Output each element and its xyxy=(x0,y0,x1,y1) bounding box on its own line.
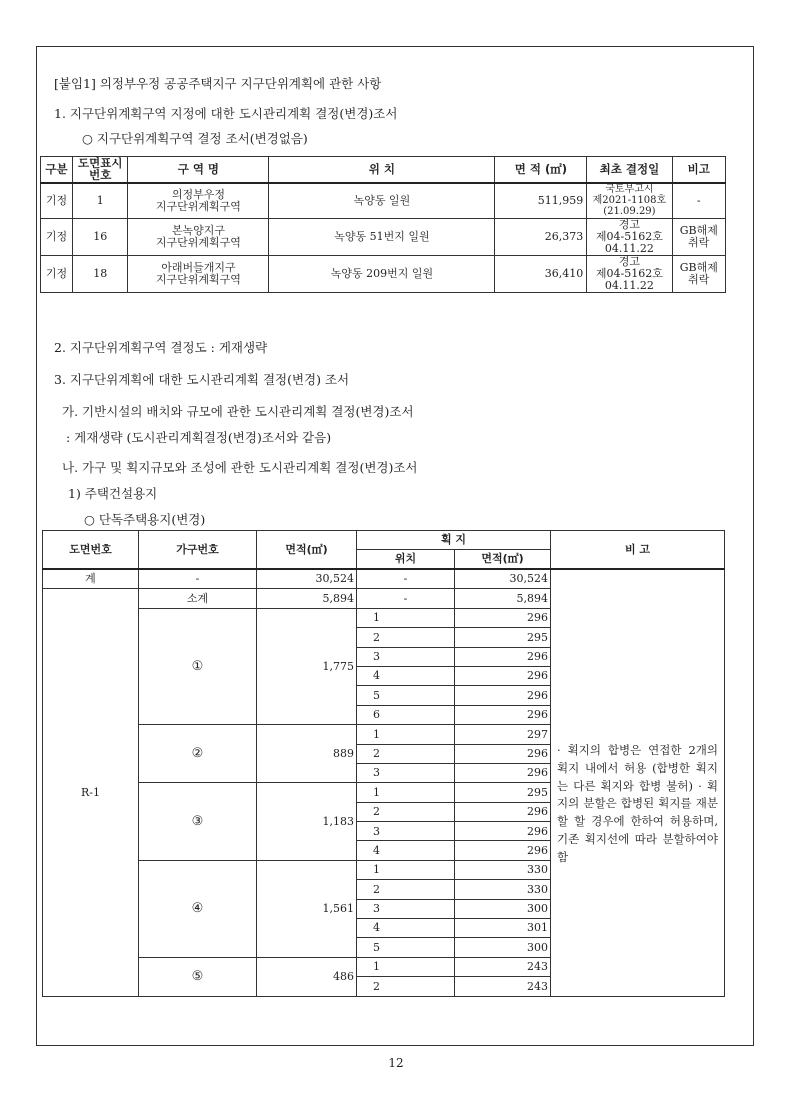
table-row xyxy=(41,255,726,292)
cell-first-date xyxy=(587,183,672,219)
date-line: 제04-5162호 xyxy=(595,266,663,280)
header-map-no: 도면표시 번호 xyxy=(73,157,128,183)
cell-area: 26,373 xyxy=(495,218,587,255)
lot-position-cell: 5 xyxy=(357,686,455,705)
date-line: (21.09.29) xyxy=(603,206,656,217)
date-line: 제2021-1108호 xyxy=(592,195,667,206)
section-3-na-1: 1) 주택건설용지 xyxy=(68,486,158,501)
section-1-title: 1. 지구단위계획구역 지정에 대한 도시관리계획 결정(변경)조서 xyxy=(54,106,398,121)
district-zone-table xyxy=(40,156,726,293)
header-type: 구분 xyxy=(41,157,73,183)
lot-position-cell: 4 xyxy=(357,666,455,685)
zone-name-line: 본녹양지구 xyxy=(171,224,225,238)
block-area-cell: 1,561 xyxy=(257,860,357,957)
header-block-area: 면적(㎡) xyxy=(257,531,357,570)
lot-area-cell: 300 xyxy=(455,938,551,957)
subtotal-position: - xyxy=(357,589,455,608)
cell-type: 기정 xyxy=(41,218,73,255)
header-lot-area: 면적(㎡) xyxy=(455,550,551,570)
subtotal-label: 소계 xyxy=(139,589,257,608)
lot-area-cell: 295 xyxy=(455,783,551,802)
header-first-date: 최초 결정일 xyxy=(587,157,672,183)
cell-area: 511,959 xyxy=(495,183,587,219)
cell-zone-name xyxy=(128,218,269,255)
block-area-cell: 1,183 xyxy=(257,783,357,861)
lot-position-cell: 2 xyxy=(357,977,455,996)
section-1-subtitle: ○ 지구단위계획구역 결정 조서(변경없음) xyxy=(82,131,308,146)
cell-note: GB해제 취락 xyxy=(672,218,725,255)
total-lot-area: 30,524 xyxy=(455,569,551,589)
lot-area-cell: 296 xyxy=(455,841,551,860)
attachment-header: [붙임1] 의정부우정 공공주택지구 지구단위계획에 관한 사항 xyxy=(54,76,382,91)
cell-first-date xyxy=(587,218,672,255)
lot-position-cell: 2 xyxy=(357,744,455,763)
remarks-cell: · 획지의 합병은 연접한 2개의 획지 내에서 허용 (합병한 획지는 다른 획지와 합병 불허) · 획지의 분할은 합병된 획지를 재분할 할 경우에 한하여 허용하며, 기존 획지선에 따라 분할하여야 함 xyxy=(551,569,725,996)
total-position: - xyxy=(357,569,455,589)
lot-position-cell: 3 xyxy=(357,822,455,841)
date-line: 04.11.22 xyxy=(604,278,654,292)
lot-area-cell: 243 xyxy=(455,977,551,996)
map-number-cell: R-1 xyxy=(43,589,139,996)
lot-position-cell: 4 xyxy=(357,919,455,938)
block-number-cell: ② xyxy=(139,725,257,783)
date-line: 경고 xyxy=(618,254,641,268)
lot-area-cell: 243 xyxy=(455,957,551,976)
date-line: 제04-5162호 xyxy=(595,229,663,243)
lot-area-cell: 296 xyxy=(455,822,551,841)
cell-first-date xyxy=(587,255,672,292)
lot-area-cell: 296 xyxy=(455,686,551,705)
header-area: 면 적 (㎡) xyxy=(495,157,587,183)
lot-position-cell: 1 xyxy=(357,860,455,879)
cell-location: 녹양동 209번지 일원 xyxy=(269,255,495,292)
subtotal-lot-area: 5,894 xyxy=(455,589,551,608)
lot-area-cell: 296 xyxy=(455,608,551,627)
cell-location: 녹양동 51번지 일원 xyxy=(269,218,495,255)
section-3-na-1-sub: ○ 단독주택용지(변경) xyxy=(84,512,206,527)
date-line: 국토부고시 xyxy=(605,184,654,195)
cell-area: 36,410 xyxy=(495,255,587,292)
lot-area-cell: 330 xyxy=(455,860,551,879)
cell-zone-name xyxy=(128,255,269,292)
zone-name-line: 지구단위계획구역 xyxy=(155,235,241,249)
zone-name-line: 아래버들개지구 xyxy=(161,261,236,275)
block-area-cell: 486 xyxy=(257,957,357,996)
cell-map-no: 1 xyxy=(73,183,128,219)
header-remarks: 비 고 xyxy=(551,531,725,570)
lot-area-cell: 296 xyxy=(455,763,551,782)
lot-area-cell: 301 xyxy=(455,919,551,938)
total-label: 계 xyxy=(43,569,139,589)
cell-type: 기정 xyxy=(41,183,73,219)
table-row xyxy=(41,183,726,219)
total-row xyxy=(43,569,725,589)
section-2-title: 2. 지구단위계획구역 결정도 : 게재생략 xyxy=(54,340,268,355)
subtotal-area: 5,894 xyxy=(257,589,357,608)
lot-position-cell: 2 xyxy=(357,628,455,647)
zone-name-line: 지구단위계획구역 xyxy=(155,199,241,213)
cell-map-no: 16 xyxy=(73,218,128,255)
cell-note: - xyxy=(672,183,725,219)
lot-position-cell: 1 xyxy=(357,725,455,744)
lot-position-cell: 6 xyxy=(357,705,455,724)
block-area-cell: 1,775 xyxy=(257,608,357,724)
lot-position-cell: 3 xyxy=(357,763,455,782)
cell-note: GB해제 취락 xyxy=(672,255,725,292)
lot-position-cell: 3 xyxy=(357,899,455,918)
lot-position-cell: 1 xyxy=(357,608,455,627)
date-line: 04.11.22 xyxy=(604,241,654,255)
section-3-title: 3. 지구단위계획에 대한 도시관리계획 결정(변경) 조서 xyxy=(54,372,350,387)
cell-type: 기정 xyxy=(41,255,73,292)
total-area: 30,524 xyxy=(257,569,357,589)
lot-position-cell: 1 xyxy=(357,783,455,802)
lot-position-cell: 4 xyxy=(357,841,455,860)
lot-position-cell: 2 xyxy=(357,802,455,821)
lot-area-cell: 330 xyxy=(455,880,551,899)
cell-location: 녹양동 일원 xyxy=(269,183,495,219)
cell-zone-name xyxy=(128,183,269,219)
lot-area-cell: 296 xyxy=(455,647,551,666)
header-note: 비고 xyxy=(672,157,725,183)
header-zone-name: 구 역 명 xyxy=(128,157,269,183)
total-block: - xyxy=(139,569,257,589)
header-block-number: 가구번호 xyxy=(139,531,257,570)
section-3-ga: 가. 기반시설의 배치와 규모에 관한 도시관리계획 결정(변경)조서 xyxy=(62,404,414,419)
date-line: 경고 xyxy=(618,217,641,231)
block-number-cell: ④ xyxy=(139,860,257,957)
lot-position-cell: 3 xyxy=(357,647,455,666)
lot-area-cell: 297 xyxy=(455,725,551,744)
page-number: 12 xyxy=(388,1056,404,1070)
block-area-cell: 889 xyxy=(257,725,357,783)
section-3-na: 나. 가구 및 획지규모와 조성에 관한 도시관리계획 결정(변경)조서 xyxy=(62,460,418,475)
lot-area-cell: 296 xyxy=(455,666,551,685)
lot-area-cell: 296 xyxy=(455,705,551,724)
header-map-number: 도면번호 xyxy=(43,531,139,570)
lot-area-cell: 300 xyxy=(455,899,551,918)
lot-area-cell: 296 xyxy=(455,744,551,763)
zone-name-line: 의정부우정 xyxy=(171,187,225,201)
cell-map-no: 18 xyxy=(73,255,128,292)
lot-position-cell: 2 xyxy=(357,880,455,899)
section-3-ga-note: : 게재생략 (도시관리계획결정(변경)조서와 같음) xyxy=(66,430,332,445)
table-row xyxy=(41,218,726,255)
lot-position-cell: 5 xyxy=(357,938,455,957)
block-number-cell: ⑤ xyxy=(139,957,257,996)
header-lot-position: 위치 xyxy=(357,550,455,570)
lot-area-cell: 296 xyxy=(455,802,551,821)
block-number-cell: ③ xyxy=(139,783,257,861)
lot-position-cell: 1 xyxy=(357,957,455,976)
block-number-cell: ① xyxy=(139,608,257,724)
header-location: 위 치 xyxy=(269,157,495,183)
lot-area-cell: 295 xyxy=(455,628,551,647)
zone-name-line: 지구단위계획구역 xyxy=(155,272,241,286)
header-lot: 획 지 xyxy=(357,531,551,550)
lot-table xyxy=(42,530,725,997)
